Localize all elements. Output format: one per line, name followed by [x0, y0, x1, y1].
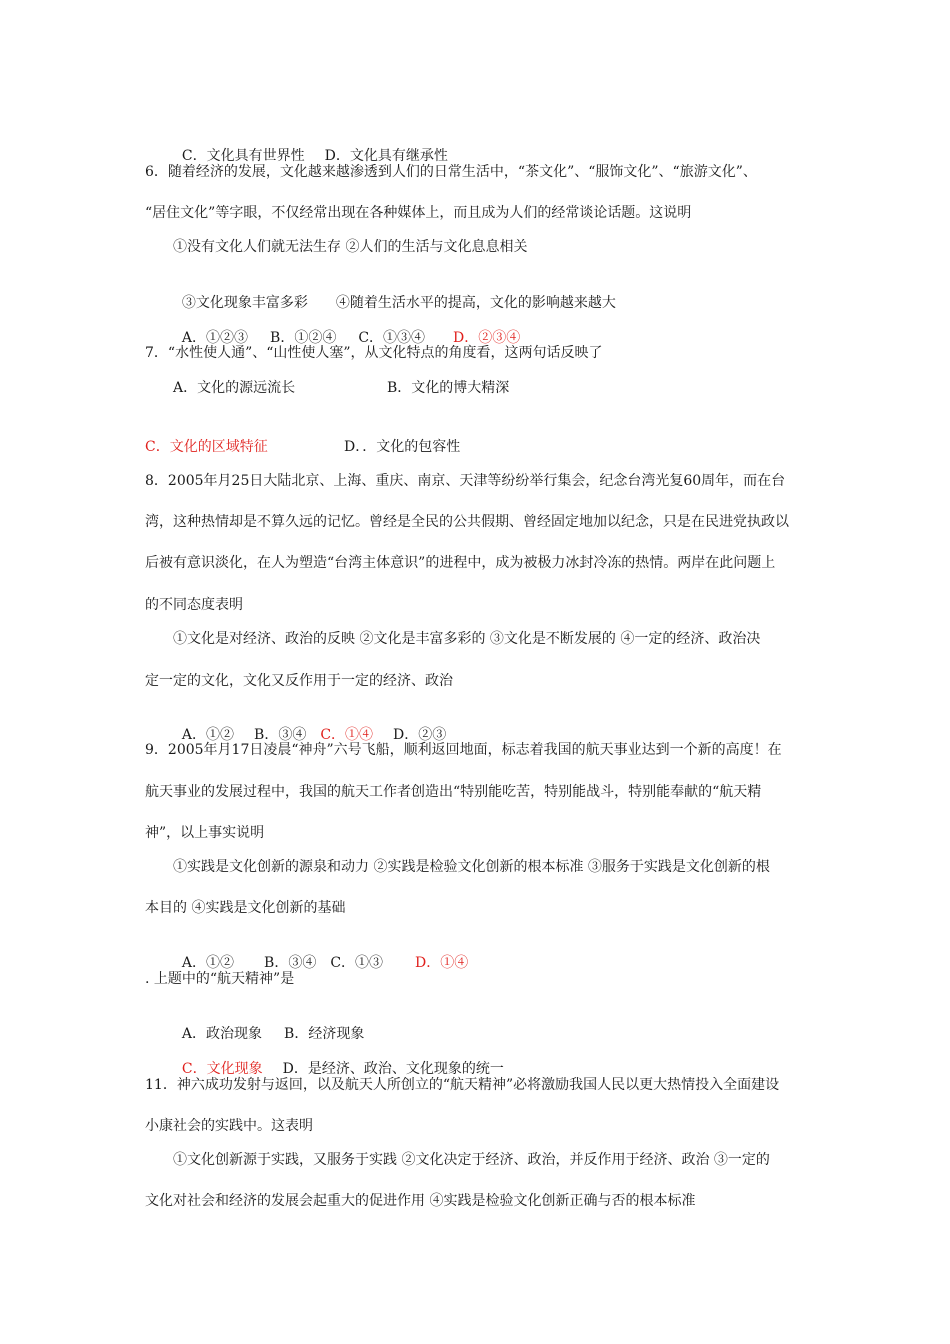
- q10-option-c-answer: C．文化现象: [181, 1061, 263, 1077]
- q11-items-line1: ①文化创新源于实践，又服务于实践 ②文化决定于经济、政治，并反作用于经济、政治 ③一定的: [173, 1152, 770, 1168]
- q11-stem-line2: 小康社会的实践中。这表明: [145, 1118, 313, 1134]
- q8-option-d: D．②③: [393, 727, 447, 743]
- q10-options-line1: [173, 1004, 364, 1044]
- q6-stem-line2: “居住文化”等字眼，不仅经常出现在各种媒体上，而且成为人们的经常谈论话题。这说明: [145, 205, 692, 221]
- q9-items-line2: 本目的 ④实践是文化创新的基础: [145, 900, 346, 916]
- q9-options-line: [173, 933, 468, 973]
- q7-stem: 7．“水性使人通”、“山性使人塞”，从文化特点的角度看，这两句话反映了: [145, 345, 603, 361]
- q8-options-line: [173, 705, 446, 745]
- q9-items-line1: ①实践是文化创新的源泉和动力 ②实践是检验文化创新的根本标准 ③服务于实践是文化创新的根: [173, 859, 770, 875]
- q6-options-line: [173, 308, 520, 348]
- q5-option-c: C．文化具有世界性: [181, 148, 305, 164]
- q9-stem-line1: 9．2005年月17日凌晨“神舟”六号飞船，顺利返回地面，标志着我国的航天事业达到一个新的高度！在: [145, 742, 782, 758]
- q11-items-line2: 文化对社会和经济的发展会起重大的促进作用 ④实践是检验文化创新正确与否的根本标准: [145, 1193, 696, 1209]
- q8-items-line1: ①文化是对经济、政治的反映 ②文化是丰富多彩的 ③文化是不断发展的 ④一定的经济、政治决: [173, 631, 761, 647]
- q5-option-d: D．文化具有继承性: [324, 148, 448, 164]
- q8-items-line2: 定一定的文化，文化又反作用于一定的经济、政治: [145, 673, 453, 689]
- q9-option-c: C．①③: [330, 955, 384, 971]
- q6-item-3: ③文化现象丰富多彩: [181, 295, 308, 311]
- q6-items-line1: ①没有文化人们就无法生存 ②人们的生活与文化息息相关: [173, 239, 528, 255]
- q7-option-b: B．文化的博大精深: [387, 380, 510, 396]
- q6-option-b: B．①②④: [270, 330, 337, 346]
- q8-option-c-answer: C．①④: [320, 727, 374, 743]
- q7-option-c-answer: C．文化的区域特征: [145, 439, 268, 455]
- q7-option-d: D．．文化的包容性: [344, 439, 461, 455]
- q10-option-d: D．是经济、政治、文化现象的统一: [282, 1061, 504, 1077]
- q11-stem-line1: 11．神六成功发射与返回，以及航天人所创立的“航天精神”必将激励我国人民以更大热情投入全面建设: [145, 1077, 780, 1093]
- q7-option-a: A．文化的源远流长: [173, 380, 296, 396]
- q9-option-d-answer: D．①④: [415, 955, 469, 971]
- q6-stem-line1: 6．随着经济的发展，文化越来越渗透到人们的日常生活中，“茶文化”、“服饰文化”、“旅游文化”、: [145, 164, 757, 180]
- q10-option-b: B．经济现象: [284, 1026, 365, 1042]
- q8-stem-line1: 8．2005年月25日大陆北京、上海、重庆、南京、天津等纷纷举行集会，纪念台湾光复60周年，而在台: [145, 473, 786, 489]
- q6-option-c: C．①③④: [358, 330, 426, 346]
- q8-stem-line3: 后被有意识淡化，在人为塑造“台湾主体意识”的进程中，成为被极力冰封冷冻的热情。两岸在此问题上: [145, 555, 776, 571]
- q6-option-d-answer: D．②③④: [453, 330, 521, 346]
- q8-option-a: A．①②: [181, 727, 235, 743]
- q9-stem-line3: 神”，以上事实说明: [145, 825, 265, 841]
- q9-option-a: A．①②: [181, 955, 235, 971]
- q8-stem-line4: 的不同态度表明: [145, 597, 243, 613]
- q6-item-4: ④随着生活水平的提高，文化的影响越来越大: [335, 295, 616, 311]
- q5-options-line: [173, 126, 448, 166]
- q10-option-a: A．政治现象: [181, 1026, 263, 1042]
- q8-option-b: B．③④: [254, 727, 307, 743]
- q10-options-line2: [173, 1039, 504, 1079]
- q6-items-line2: [173, 273, 616, 313]
- q9-stem-line2: 航天事业的发展过程中，我国的航天工作者创造出“特别能吃苦，特别能战斗，特别能奉献的“航天精: [145, 784, 762, 800]
- q6-option-a: A．①②③: [181, 330, 249, 346]
- q9-option-b: B．③④: [264, 955, 317, 971]
- q10-stem: . 上题中的“航天精神”是: [145, 971, 295, 987]
- q8-stem-line2: 湾，这种热情却是不算久远的记忆。曾经是全民的公共假期、曾经固定地加以纪念，只是在民进党执政以: [145, 514, 789, 530]
